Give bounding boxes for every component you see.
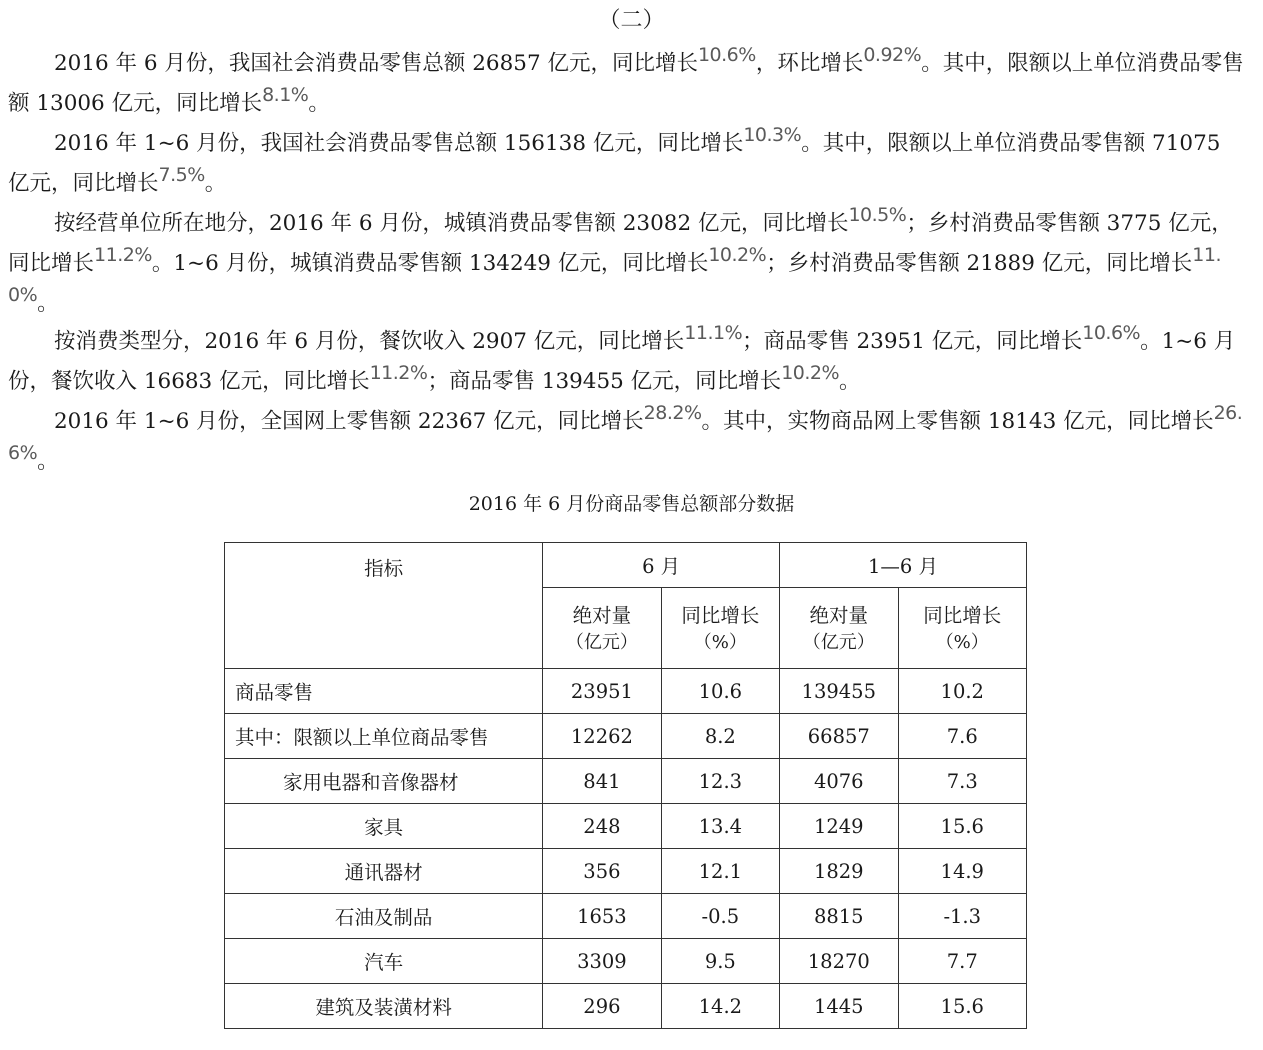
june-yoy-cell: 14.2: [661, 984, 779, 1029]
paragraph-text: ；乡村消费品零售额 3775 亿元，同比增长: [8, 211, 1233, 276]
paragraph-text: 。其中，限额以上单位消费品零售额 71075 亿元，同比增长: [8, 131, 1221, 196]
row-label: 家具: [225, 804, 543, 849]
june-absolute-cell: 3309: [543, 939, 661, 984]
section-heading: （二）: [598, 8, 665, 33]
june-yoy-cell: 12.3: [661, 759, 779, 804]
june-absolute-cell: 23951: [543, 669, 661, 714]
growth-rate: 11.1%: [684, 322, 743, 344]
header-indicator: 指标: [225, 543, 543, 669]
row-label: 建筑及装潢材料: [225, 984, 543, 1029]
growth-rate: 10.2%: [708, 244, 767, 266]
growth-rate: 0.92%: [863, 44, 922, 66]
paragraph-text: ，环比增长: [755, 51, 864, 76]
growth-rate: 10.5%: [848, 204, 907, 226]
h1-yoy-cell: 10.2: [898, 669, 1027, 714]
h1-absolute-cell: 139455: [780, 669, 898, 714]
header-h1-yoy: 同比增长: [898, 588, 1027, 629]
june-absolute-cell: 1653: [543, 894, 661, 939]
growth-rate: 26.6%: [8, 402, 1243, 464]
table-row: [225, 669, 1027, 714]
table-row: [225, 759, 1027, 804]
h1-absolute-cell: 66857: [780, 714, 898, 759]
paragraph-text: 按消费类型分，2016 年 6 月份，餐饮收入 2907 亿元，同比增长: [54, 329, 685, 354]
h1-absolute-cell: 1829: [780, 849, 898, 894]
paragraph-text: 。1~6 月份，城镇消费品零售额 134249 亿元，同比增长: [151, 251, 709, 276]
paragraph-text: 。: [204, 171, 227, 196]
growth-rate: 28.2%: [643, 402, 702, 424]
row-label: 通讯器材: [225, 849, 543, 894]
row-label: 商品零售: [225, 669, 543, 714]
header-jan-jun: 1—6 月: [780, 543, 1027, 588]
paragraph-text: 2016 年 1~6 月份，全国网上零售额 22367 亿元，同比增长: [54, 409, 644, 434]
h1-yoy-cell: 7.3: [898, 759, 1027, 804]
growth-rate: 7.5%: [158, 164, 205, 186]
header-h1-absolute: 绝对量: [780, 588, 898, 629]
table-row: [225, 849, 1027, 894]
row-label: 石油及制品: [225, 894, 543, 939]
header-june-yoy: 同比增长: [661, 588, 779, 629]
june-absolute-cell: 356: [543, 849, 661, 894]
paragraph-4: [8, 322, 1248, 402]
growth-rate: 10.2%: [781, 362, 840, 384]
retail-data-table: [224, 542, 1027, 1029]
paragraph-text: 按经营单位所在地分，2016 年 6 月份，城镇消费品零售额 23082 亿元，同比增长: [54, 211, 849, 236]
growth-rate: 10.3%: [743, 124, 802, 146]
growth-rate: 11.2%: [94, 244, 152, 266]
h1-yoy-cell: 7.6: [898, 714, 1027, 759]
paragraph-text: 。: [839, 369, 861, 394]
paragraph-text: 。其中，实物商品网上零售额 18143 亿元，同比增长: [701, 409, 1214, 434]
header-june-absolute-unit: （亿元）: [543, 628, 661, 669]
paragraph-2: [8, 124, 1248, 204]
paragraph-text: 2016 年 1~6 月份，我国社会消费品零售总额 156138 亿元，同比增长: [54, 131, 744, 156]
h1-absolute-cell: 4076: [780, 759, 898, 804]
paragraph-text: ；商品零售 139455 亿元，同比增长: [427, 369, 782, 394]
h1-yoy-cell: 15.6: [898, 984, 1027, 1029]
row-label: 汽车: [225, 939, 543, 984]
june-absolute-cell: 248: [543, 804, 661, 849]
h1-yoy-cell: 7.7: [898, 939, 1027, 984]
growth-rate: 11.2%: [369, 362, 428, 384]
june-yoy-cell: -0.5: [661, 894, 779, 939]
june-yoy-cell: 10.6: [661, 669, 779, 714]
paragraph-text: 2016 年 6 月份，我国社会消费品零售总额 26857 亿元，同比增长: [54, 51, 698, 76]
june-yoy-cell: 13.4: [661, 804, 779, 849]
growth-rate: 11.0%: [8, 244, 1221, 306]
growth-rate: 8.1%: [262, 84, 309, 106]
table-row: [225, 714, 1027, 759]
paragraph-5: [8, 402, 1248, 482]
growth-rate: 10.6%: [1082, 322, 1141, 344]
header-june: 6 月: [543, 543, 780, 588]
table-row: [225, 804, 1027, 849]
paragraph-text: ；乡村消费品零售额 21889 亿元，同比增长: [766, 251, 1193, 276]
june-yoy-cell: 12.1: [661, 849, 779, 894]
table-row: [225, 939, 1027, 984]
h1-absolute-cell: 8815: [780, 894, 898, 939]
paragraph-text: 。1~6 月份，餐饮收入 16683 亿元，同比增长: [8, 329, 1236, 394]
paragraph-text: 。: [308, 91, 330, 116]
header-h1-yoy-unit: （%）: [898, 628, 1027, 669]
paragraph-1: [8, 44, 1248, 124]
table-row: [225, 894, 1027, 939]
h1-absolute-cell: 1445: [780, 984, 898, 1029]
header-june-yoy-unit: （%）: [661, 628, 779, 669]
paragraph-3: [8, 204, 1248, 324]
paragraph-text: 。其中，限额以上单位消费品零售额 13006 亿元，同比增长: [8, 51, 1244, 116]
row-label: 其中：限额以上单位商品零售: [225, 714, 543, 759]
header-h1-absolute-unit: （亿元）: [780, 628, 898, 669]
june-yoy-cell: 9.5: [661, 939, 779, 984]
h1-absolute-cell: 1249: [780, 804, 898, 849]
june-yoy-cell: 8.2: [661, 714, 779, 759]
h1-yoy-cell: -1.3: [898, 894, 1027, 939]
h1-absolute-cell: 18270: [780, 939, 898, 984]
june-absolute-cell: 12262: [543, 714, 661, 759]
paragraph-text: 。: [37, 291, 59, 316]
paragraph-text: 。: [37, 449, 59, 474]
header-june-absolute: 绝对量: [543, 588, 661, 629]
row-label: 家用电器和音像器材: [225, 759, 543, 804]
growth-rate: 10.6%: [697, 44, 756, 66]
h1-yoy-cell: 14.9: [898, 849, 1027, 894]
june-absolute-cell: 296: [543, 984, 661, 1029]
h1-yoy-cell: 15.6: [898, 804, 1027, 849]
table-row: [225, 984, 1027, 1029]
paragraph-text: ；商品零售 23951 亿元，同比增长: [742, 329, 1083, 354]
june-absolute-cell: 841: [543, 759, 661, 804]
table-title: 2016 年 6 月份商品零售总额部分数据: [468, 493, 795, 515]
